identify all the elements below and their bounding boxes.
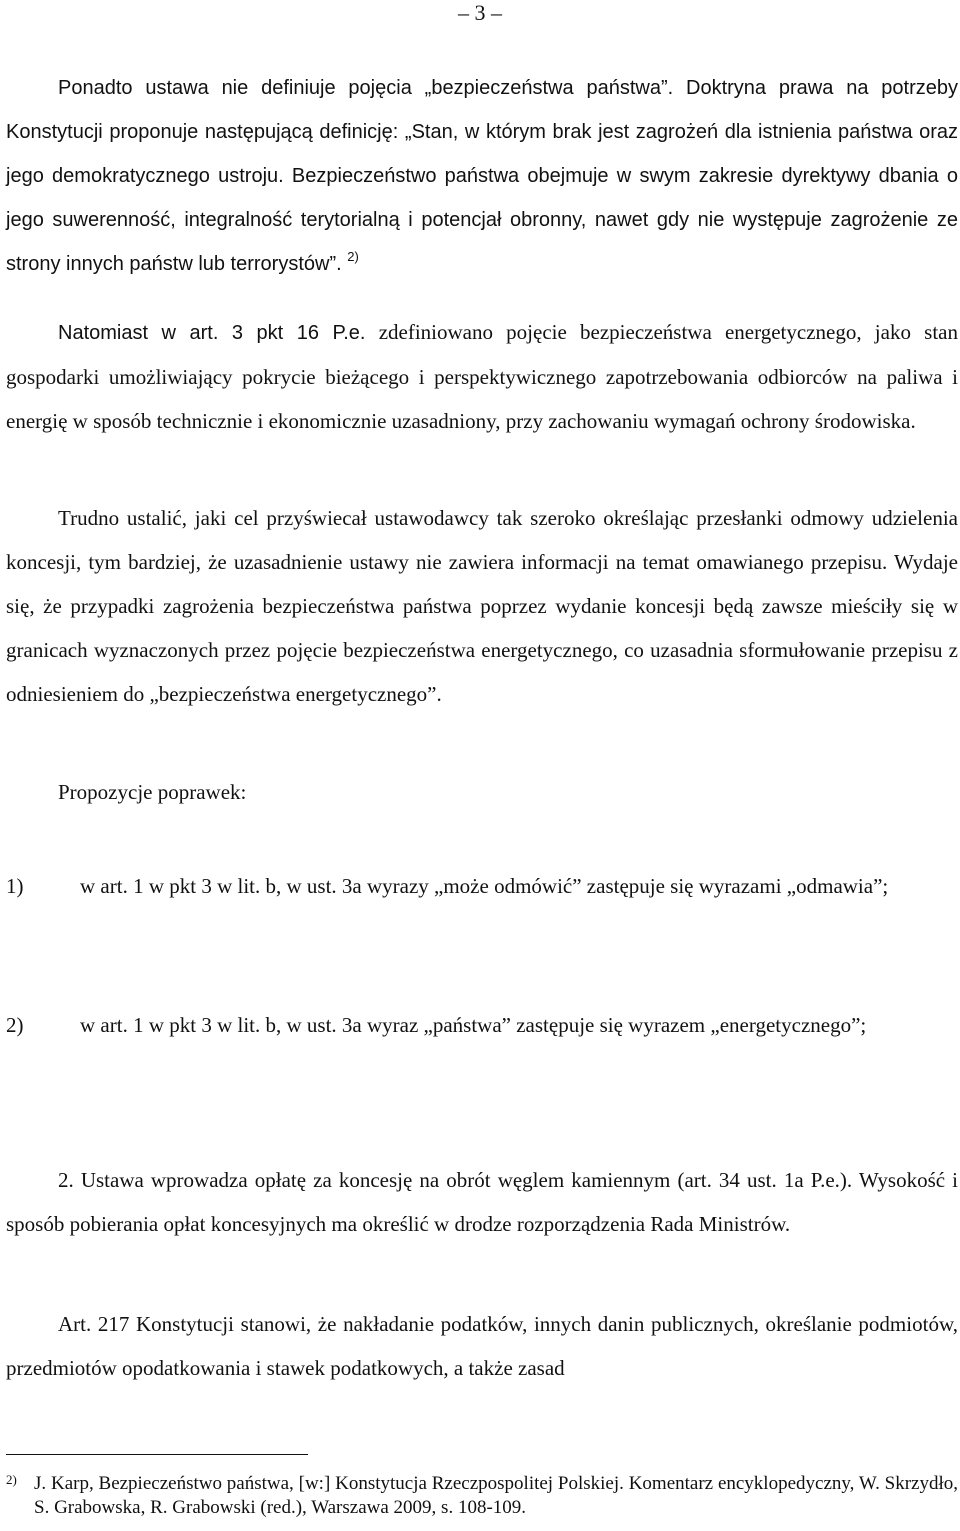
paragraph-text: Ponadto ustawa nie definiuje pojęcia „bezpieczeństwa państwa”. Doktryna prawa na potrzeby Konstytucji proponuje następującą definicję: „Stan, w którym brak jest zagrożeń dla istnienia państwa oraz jego demokratycznego ustroju. Bezpieczeństwo państwa obejmuje w swym zakresie dyrektywy dbania o jego suwerenność, integralność terytorialną i potencjał obronny, nawet gdy nie występuje zagrożenie ze strony innych państw lub terrorystów”. bbox=[6, 77, 958, 275]
paragraph-fee: 2. Ustawa wprowadza opłatę za koncesję na obrót węglem kamiennym (art. 34 ust. 1a P.e.). Wysokość i sposób pobierania opłat koncesyjnych ma określić w drodze rozporządzenia Rada Ministrów. bbox=[6, 1168, 958, 1236]
page-number: – 3 – bbox=[458, 0, 502, 25]
paragraph-commentary: Trudno ustalić, jaki cel przyświecał ustawodawcy tak szeroko określając przesłanki odmowy udzielenia koncesji, tym bardziej, że uzasadnienie ustawy nie zawiera informacji na temat omawianego przepisu. Wydaje się, że przypadki zagrożenia bezpieczeństwa państwa poprzez wydanie koncesji będą zawsze mieściły się w granicach wyznaczonych przez pojęcie bezpieczeństwa energetycznego, co uzasadnia sformułowanie przepisu z odniesieniem do „bezpieczeństwa energetycznego”. bbox=[6, 506, 958, 706]
amendment-item-2 bbox=[6, 1003, 958, 1047]
paragraph-text: zdefiniowano pojęcie bezpieczeństwa energetycznego, jako stan gospodarki umożliwiający pokrycie bieżącego i perspektywicznego zapotrzebowania odbiorców na paliwa i energię w sposób technicznie i ekonomicznie uzasadniony, przy zachowaniu wymagań ochrony środowiska. bbox=[6, 320, 958, 433]
footnote bbox=[6, 1472, 958, 1520]
footnote-reference: 2) bbox=[347, 249, 359, 264]
list-text: w art. 1 w pkt 3 w lit. b, w ust. 3a wyrazy „może odmówić” zastępuje się wyrazami „odmawia”; bbox=[80, 874, 889, 898]
amendment-item-1 bbox=[6, 864, 958, 908]
footnote-text: J. Karp, Bezpieczeństwo państwa, [w:] Konstytucja Rzeczpospolitej Polskiej. Komentarz encyklopedyczny, W. Skrzydło, S. Grabowska, R. Grabowski (red.), Warszawa 2009, s. 108-109. bbox=[34, 1473, 958, 1518]
proposals-heading: Propozycje poprawek: bbox=[58, 780, 247, 804]
paragraph-state-security bbox=[6, 66, 958, 286]
list-number: 2) bbox=[6, 1013, 24, 1037]
paragraph-energy-security bbox=[6, 310, 958, 443]
list-number: 1) bbox=[6, 874, 24, 898]
paragraph-lead: Natomiast w art. 3 pkt 16 P.e. bbox=[58, 322, 366, 344]
list-text: w art. 1 w pkt 3 w lit. b, w ust. 3a wyraz „państwa” zastępuje się wyrazem „energetycznego”; bbox=[80, 1013, 867, 1037]
paragraph-constitution: Art. 217 Konstytucji stanowi, że nakładanie podatków, innych danin publicznych, określanie podmiotów, przedmiotów opodatkowania i stawek podatkowych, a także zasad bbox=[6, 1312, 958, 1380]
footnote-separator bbox=[6, 1454, 308, 1455]
footnote-mark: 2) bbox=[6, 1472, 17, 1487]
